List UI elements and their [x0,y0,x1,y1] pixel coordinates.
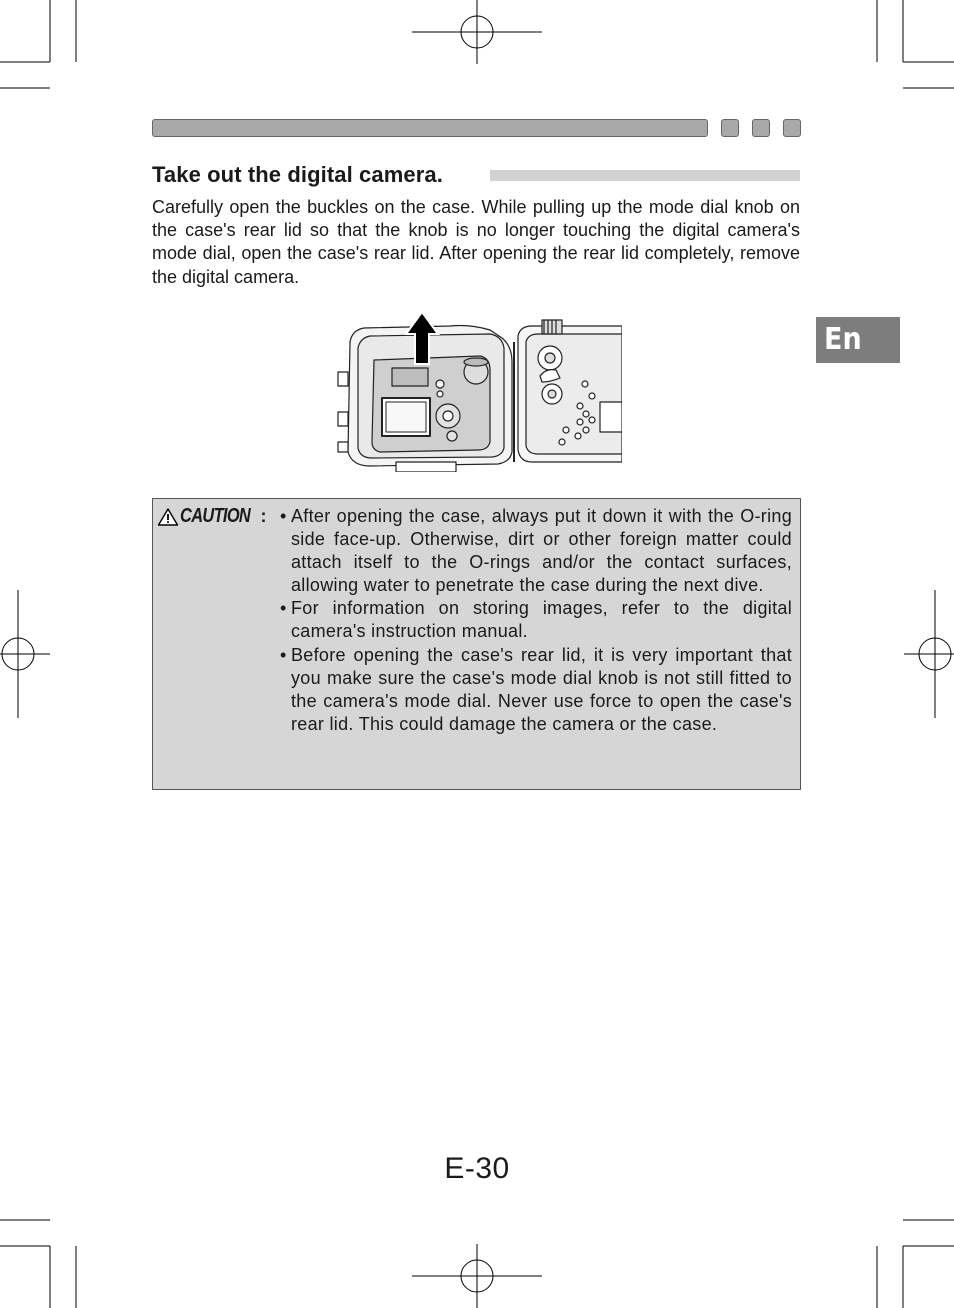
bullet: • [280,506,287,526]
language-tab: En [816,317,900,363]
caution-item [280,597,792,643]
heading-rule [490,170,800,181]
caution-item-text: Before opening the case's rear lid, it is very important that you make sure the case's mode dial knob is not still fitted to the camera's mode dial. Never use force to open the case's rear lid. This could damage the camera or the case. [291,644,792,734]
caution-item [280,644,792,736]
header-square-3 [783,119,801,137]
header-bar [152,119,708,137]
caution-list [280,505,792,736]
header-square-2 [752,119,770,137]
caution-colon: : [260,506,267,526]
section-heading: Take out the digital camera. [152,162,443,187]
header-square-1 [721,119,739,137]
page-number: E-30 [444,1152,510,1185]
camera-case-illustration [330,312,622,472]
warning-triangle-icon [157,507,179,527]
caution-item-text: After opening the case, always put it down it with the O-ring side face-up. Otherwise, dirt or other foreign matter could attach itself to the O-rings and/or the contact surfaces, allowing water to penetrate the case during the next dive. [291,506,792,596]
caution-label [157,505,267,528]
bullet: • [280,644,287,665]
caution-box [152,498,801,790]
caution-item-text: For information on storing images, refer to the digital camera's instruction manual. [291,598,792,642]
instruction-paragraph: Carefully open the buckles on the case. While pulling up the mode dial knob on the case's rear lid so that the knob is no longer touching the digital camera's mode dial, open the case's rear lid. After opening the rear lid completely, remove the digital camera. [152,197,800,287]
bullet: • [280,598,287,619]
caution-item [280,505,792,597]
caution-word: CAUTION [180,505,251,527]
